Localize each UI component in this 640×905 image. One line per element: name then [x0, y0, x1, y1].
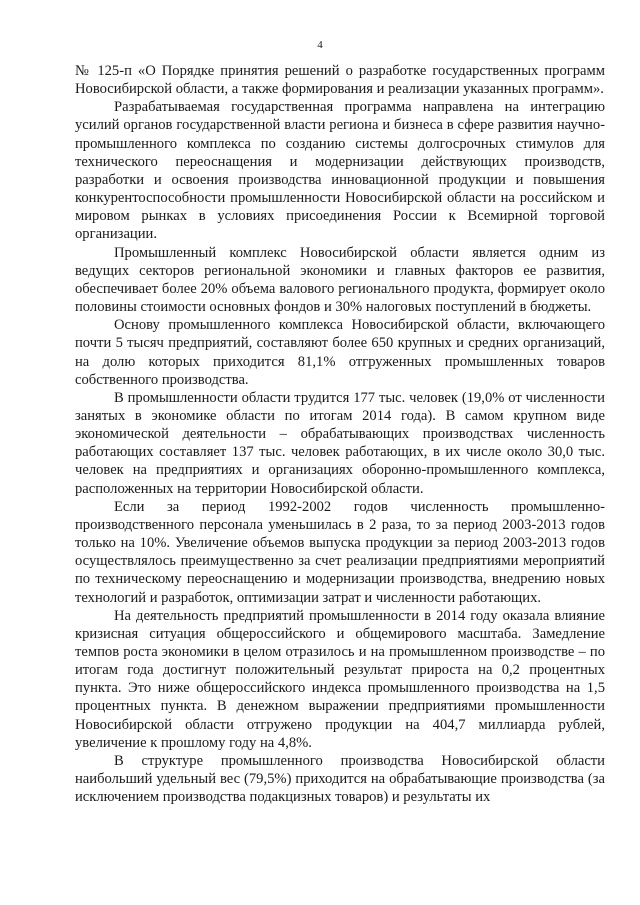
page-number: 4: [317, 39, 323, 51]
document-body: [75, 62, 605, 806]
paragraph-program-goal: Разрабатываемая государственная программа направлена на интеграцию усилий органов государственной власти региона и бизнеса в сфере развития научно-промышленного комплекса по созданию системы долгосрочных стимулов для технического переоснащения и модернизации действующих производств, разработки и освоения производства инновационной продукции и повышения конкурентоспособности промышленности Новосибирской области на российском и мировом рынках в условиях присоединения России к Всемирной торговой организации.: [75, 99, 605, 243]
paragraph-2014-results: На деятельность предприятий промышленности в 2014 году оказала влияние кризисная ситуация общероссийского и общемирового масштаба. Замедление темпов роста экономики в целом отразилось и на промышленном производстве – по итогам года достигнут положительный результат прироста на 0,2 процентных пункта. Это ниже общероссийского индекса промышленного производства на 1,5 процентных пункта. В денежном выражении предприятиями промышленности Новосибирской области отгружено продукции на 404,7 миллиарда рублей, увеличение к прошлому году на 4,8%.: [75, 607, 605, 751]
paragraph-continuation: № 125-п «О Порядке принятия решений о разработке государственных программ Новосибирской области, а также формирования и реализации указанных программ».: [75, 63, 605, 98]
paragraph-industrial-complex: Промышленный комплекс Новосибирской области является одним из ведущих секторов региональной экономики и главных факторов ее развития, обеспечивает более 20% объема валового регионального продукта, формирует около половины стоимости основных фондов и 30% налоговых поступлений в бюджеты.: [75, 244, 605, 316]
paragraph-employment: В промышленности области трудится 177 тыс. человек (19,0% от численности занятых в экономике области по итогам 2014 года). В самом крупном виде экономической деятельности – обрабатывающих производствах численность работающих составляет 137 тыс. человек работающих, в их числе около 30,0 тыс. человек на предприятиях и организациях оборонно-промышленного комплекса, расположенных на территории Новосибирской области.: [75, 389, 605, 497]
paragraph-enterprises: Основу промышленного комплекса Новосибирской области, включающего почти 5 тысяч предприятий, составляют более 650 крупных и средних организаций, на долю которых приходится 81,1% отгруженных промышленных товаров собственного производства.: [75, 317, 605, 388]
paragraph-personnel-trend: Если за период 1992-2002 годов численность промышленно-производственного персонала уменьшилась в 2 раза, то за период 2003-2013 годов только на 10%. Увеличение объемов выпуска продукции за период 2003-2013 годов осуществлялось преимущественно за счет реализации предприятиями мероприятий по техническому переоснащению и модернизации производства, внедрению новых технологий и разработок, оптимизации затрат и численности работающих.: [75, 498, 605, 606]
paragraph-structure: В структуре промышленного производства Новосибирской области наибольший удельный вес (79,5%) приходится на обрабатывающие производства (за исключением производства подакцизных товаров) и результаты их: [75, 752, 605, 806]
